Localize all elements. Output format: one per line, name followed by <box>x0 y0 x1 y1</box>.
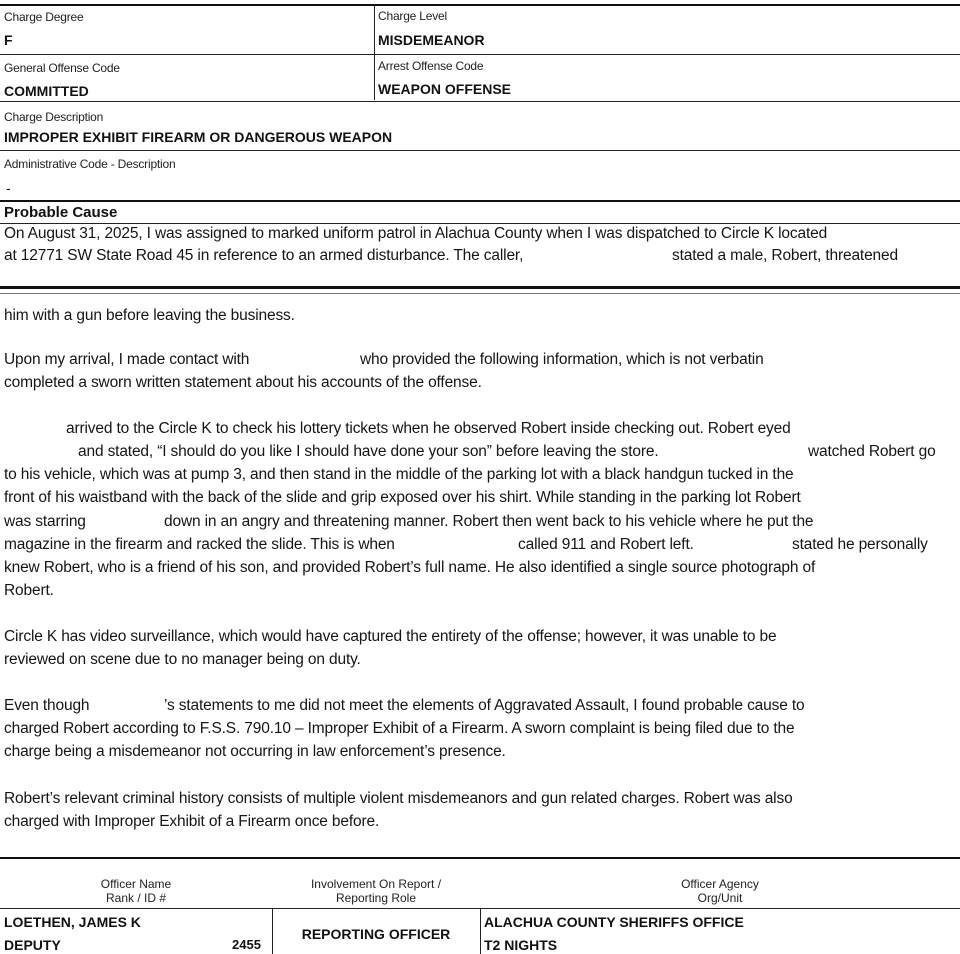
officer-col-divider-2 <box>480 908 481 954</box>
arrest-offense-value: WEAPON OFFENSE <box>378 81 512 97</box>
narrative-p5-l2: charged Robert according to F.S.S. 790.10 – Improper Exhibit of a Firearm. A sworn complaint is being filed due to the <box>4 720 795 737</box>
officer-name-header-line2: Rank / ID # <box>105 891 167 905</box>
narrative-p3-l3: to his vehicle, which was at pump 3, and then stand in the middle of the parking lot with a black handgun tucked in the <box>4 466 794 483</box>
officer-id: 2455 <box>232 937 261 952</box>
reporting-role: REPORTING OFFICER <box>301 926 451 942</box>
officer-name-header-line1: Officer Name <box>100 877 172 891</box>
narrative-p2-l2: completed a sworn written statement about his accounts of the offense. <box>4 374 482 391</box>
narrative-p4-l1: Circle K has video surveillance, which would have captured the entirety of the offense; however, it was unable to be <box>4 628 777 645</box>
page-break-line-2 <box>0 293 960 294</box>
admin-code-label: Administrative Code - Description <box>4 157 176 171</box>
narrative-p2-l1a: Upon my arrival, I made contact with <box>4 351 250 368</box>
charge-description-label: Charge Description <box>4 110 104 124</box>
narrative-p6-l1: Robert’s relevant criminal history consists of multiple violent misdemeanors and gun related charges. Robert was also <box>4 790 793 807</box>
narrative-p3-l5a: was starring <box>4 513 86 530</box>
officer-name-header <box>0 877 272 905</box>
charge-degree-label: Charge Degree <box>4 10 84 24</box>
agency-header-line2: Org/Unit <box>697 891 743 905</box>
narrative-p3-l5b: down in an angry and threatening manner. Robert then went back to his vehicle where he put the <box>164 513 814 530</box>
charge-column-divider <box>374 4 375 100</box>
general-offense-label: General Offense Code <box>4 61 120 75</box>
row-divider-2 <box>0 101 960 102</box>
general-offense-value: COMMITTED <box>4 83 89 99</box>
officer-name: LOETHEN, JAMES K <box>4 914 141 930</box>
officer-unit: T2 NIGHTS <box>484 937 558 953</box>
agency-header-line1: Officer Agency <box>681 877 759 891</box>
narrative-p3-l4: front of his waistband with the back of the slide and grip exposed over his shirt. While standing in the parking lot Robert <box>4 489 801 506</box>
probable-cause-heading: Probable Cause <box>4 204 118 221</box>
involvement-header-line1: Involvement On Report / <box>310 877 442 891</box>
involvement-header <box>272 877 480 905</box>
narrative-p6-l2: charged with Improper Exhibit of a Firearm once before. <box>4 813 380 830</box>
officer-rank: DEPUTY <box>4 937 61 953</box>
pc-line-2a: at 12771 SW State Road 45 in reference to an armed disturbance. The caller, <box>4 247 524 264</box>
pc-line-2b: stated a male, Robert, threatened <box>672 247 898 264</box>
narrative-p3-l7: knew Robert, who is a friend of his son, and provided Robert’s full name. He also identified a single source photograph of <box>4 559 816 576</box>
row-divider-1 <box>0 54 960 55</box>
admin-code-value: - <box>6 180 11 196</box>
narrative-p5-l1b: ’s statements to me did not meet the elements of Aggravated Assault, I found probable cause to <box>164 697 805 714</box>
narrative-p3-l6b: called 911 and Robert left. <box>518 536 694 553</box>
officer-table-top-border <box>0 857 960 859</box>
narrative-p3-l1: arrived to the Circle K to check his lottery tickets when he observed Robert inside checking out. Robert eyed <box>66 420 791 437</box>
charge-description-value: IMPROPER EXHIBIT FIREARM OR DANGEROUS WEAPON <box>4 129 393 145</box>
charge-level-label: Charge Level <box>378 9 447 23</box>
agency-header <box>480 877 960 905</box>
narrative-p3-l2a: and stated, “I should do you like I should have done your son” before leaving the store. <box>78 443 659 460</box>
narrative-p1: him with a gun before leaving the business. <box>4 307 295 324</box>
narrative-p3-l6c: stated he personally <box>792 536 928 553</box>
narrative-p4-l2: reviewed on scene due to no manager being on duty. <box>4 651 361 668</box>
page-break-line-1 <box>0 286 960 289</box>
narrative-p3-l6a: magazine in the firearm and racked the slide. This is when <box>4 536 395 553</box>
pc-line-1: On August 31, 2025, I was assigned to marked uniform patrol in Alachua County when I was dispatched to Circle K located <box>4 225 828 242</box>
narrative-p5-l3: charge being a misdemeanor not occurring in law enforcement’s presence. <box>4 743 506 760</box>
narrative-p2-l1b: who provided the following information, which is not verbatin <box>360 351 764 368</box>
top-border <box>0 4 960 6</box>
charge-level-value: MISDEMEANOR <box>378 32 485 48</box>
row-divider-3 <box>0 150 960 151</box>
row-divider-4 <box>0 200 960 202</box>
narrative-p5-l1a: Even though <box>4 697 90 714</box>
arrest-offense-label: Arrest Offense Code <box>378 59 484 73</box>
narrative-p3-l8: Robert. <box>4 582 54 599</box>
narrative-p3-l2b: watched Robert go <box>808 443 936 460</box>
officer-agency: ALACHUA COUNTY SHERIFFS OFFICE <box>484 914 744 930</box>
charge-degree-value: F <box>4 32 13 48</box>
involvement-header-line2: Reporting Role <box>335 891 417 905</box>
